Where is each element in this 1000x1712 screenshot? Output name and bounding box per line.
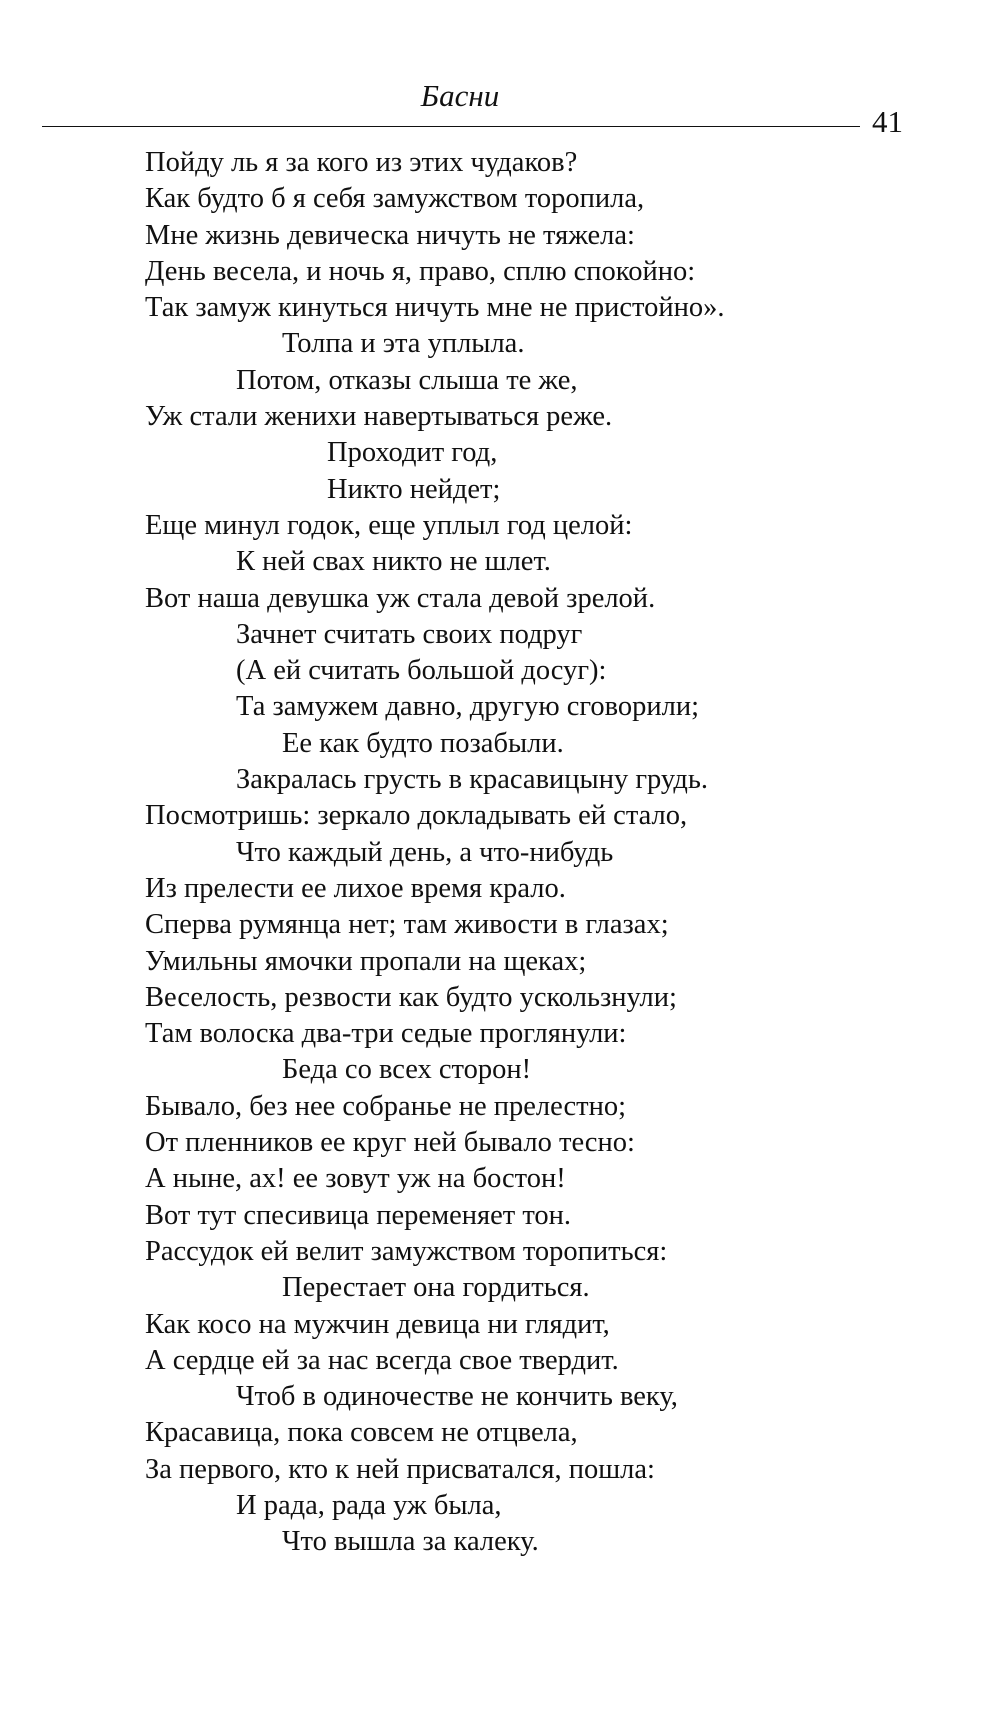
verse-line: Проходит год, [327,437,498,469]
verse-line: Рассудок ей велит замужством торопиться: [145,1235,668,1267]
verse-line: Та замужем давно, другую сговорили; [236,691,700,723]
verse-line: Потом, отказы слыша те же, [236,364,578,396]
verse-line: А сердце ей за нас всегда свое твердит. [145,1344,619,1376]
verse-line: Перестает она гордиться. [282,1272,590,1304]
poem-text [0,145,1000,1561]
verse-line: Как косо на мужчин девица ни глядит, [145,1308,610,1340]
verse-line: Из прелести ее лихое время крало. [145,872,566,904]
verse-line: К ней свах никто не шлет. [236,546,551,578]
verse-line: И рада, рада уж была, [236,1489,502,1521]
verse-line: Чтоб в одиночестве не кончить веку, [236,1381,678,1413]
verse-line: Пойду ль я за кого из этих чудаков? [145,147,578,178]
verse-line: Красавица, пока совсем не отцвела, [145,1417,578,1449]
verse-line: Вот тут спесивица переменяет тон. [145,1199,572,1231]
verse-line: От пленников ее круг ней бывало тесно: [145,1127,635,1159]
verse-line: (А ей считать большой досуг): [236,655,607,687]
page-number: 41 [872,104,903,139]
running-head-title: Басни [420,78,500,113]
verse-line: Там волоска два-три седые проглянули: [145,1018,627,1050]
verse-line: А ныне, ах! ее зовут уж на бостон! [145,1163,566,1195]
verse-line: День весела, и ночь я, право, сплю спокойно: [145,255,696,287]
running-head [0,78,1000,114]
verse-line: Закралась грусть в красавицыну грудь. [236,764,708,796]
verse-line: Умильны ямочки пропали на щеках; [145,945,587,977]
verse-line: За первого, кто к ней присватался, пошла: [145,1453,655,1485]
verse-line: Что каждый день, а что-нибудь [236,836,614,868]
verse-line: Беда со всех сторон! [282,1054,532,1086]
verse-line: Мне жизнь девическа ничуть не тяжела: [145,219,635,251]
verse-line: Так замуж кинуться ничуть мне не пристойно». [145,292,725,324]
verse-line: Зачнет считать своих подруг [236,618,583,650]
verse-line: Уж стали женихи навертываться реже. [145,401,613,433]
verse-line: Вот наша девушка уж стала девой зрелой. [145,582,656,614]
verse-line: Бывало, без нее собранье не прелестно; [145,1090,627,1122]
verse-line: Сперва румянца нет; там живости в глазах; [145,909,669,941]
verse-line: Ее как будто позабыли. [282,727,564,759]
verse-line: Никто нейдет; [327,473,501,505]
header-rule [42,126,860,127]
verse-line: Толпа и эта уплыла. [282,328,525,360]
verse-line: Еще минул годок, еще уплыл год целой: [145,509,633,541]
verse-line: Как будто б я себя замужством торопила, [145,183,645,215]
verse-line: Посмотришь: зеркало докладывать ей стало, [145,800,688,832]
verse-line: Что вышла за калеку. [282,1526,539,1558]
verse-line: Веселость, резвости как будто ускользнули; [145,981,677,1013]
